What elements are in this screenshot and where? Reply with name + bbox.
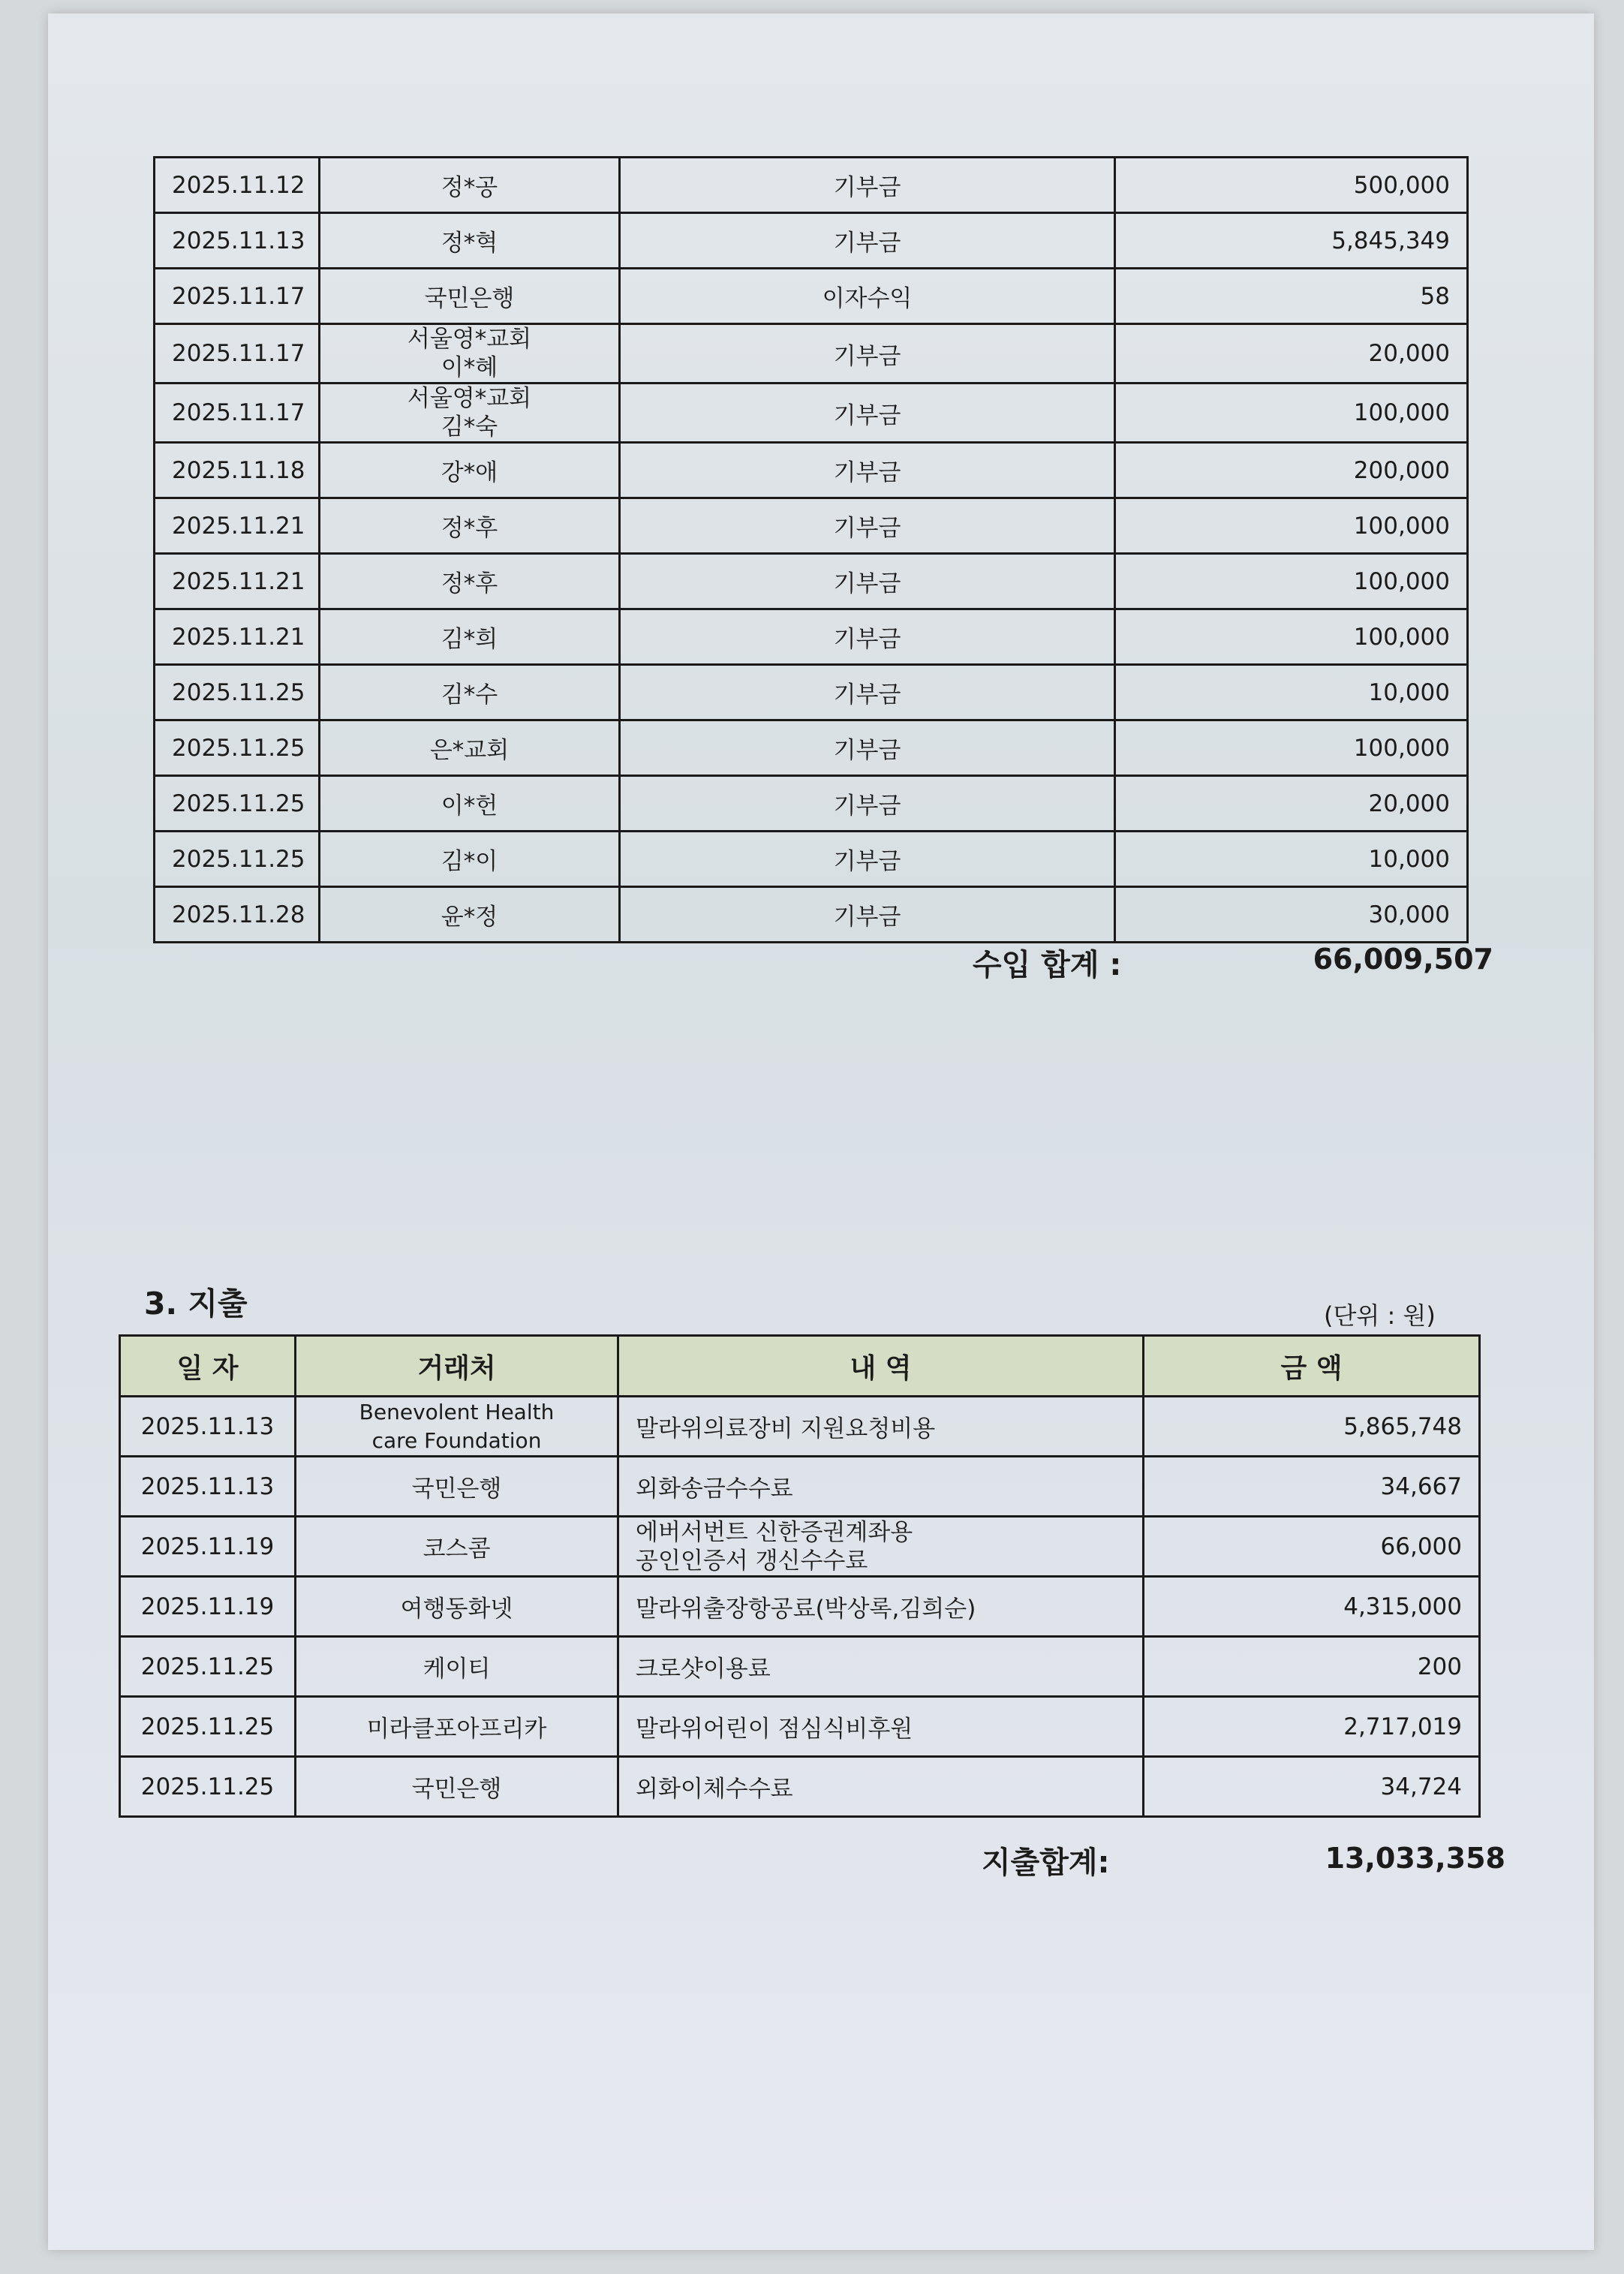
income-party: 국민은행 bbox=[320, 269, 620, 324]
income-amount: 500,000 bbox=[1115, 158, 1468, 213]
expense-party bbox=[296, 1397, 618, 1457]
expense-desc-line1: 에버서번트 신한증권계좌용 bbox=[636, 1518, 913, 1546]
expense-party-line2: care Foundation bbox=[371, 1427, 542, 1453]
income-party-line1: 서울영*교회 bbox=[407, 326, 532, 353]
income-desc: 기부금 bbox=[620, 887, 1115, 943]
income-desc: 기부금 bbox=[620, 665, 1115, 720]
income-amount: 5,845,349 bbox=[1115, 213, 1468, 269]
expense-amount: 200 bbox=[1144, 1637, 1480, 1697]
income-party-line2: 이*혜 bbox=[441, 354, 498, 381]
table-row bbox=[120, 1697, 1480, 1757]
table-row bbox=[120, 1457, 1480, 1517]
expense-amount: 4,315,000 bbox=[1144, 1577, 1480, 1637]
table-row bbox=[120, 1637, 1480, 1697]
income-amount: 58 bbox=[1115, 269, 1468, 324]
income-amount: 100,000 bbox=[1115, 720, 1468, 776]
header-date: 일 자 bbox=[120, 1336, 296, 1397]
table-row bbox=[155, 269, 1468, 324]
income-desc: 기부금 bbox=[620, 554, 1115, 609]
income-amount: 20,000 bbox=[1115, 324, 1468, 384]
income-party: 강*애 bbox=[320, 443, 620, 498]
income-party: 은*교회 bbox=[320, 720, 620, 776]
expense-desc bbox=[618, 1517, 1144, 1577]
income-date: 2025.11.25 bbox=[155, 665, 320, 720]
table-row bbox=[155, 832, 1468, 887]
income-date: 2025.11.13 bbox=[155, 213, 320, 269]
unit-label: (단위 : 원) bbox=[1324, 1301, 1436, 1330]
header-party: 거래처 bbox=[296, 1336, 618, 1397]
document-page bbox=[48, 14, 1594, 2250]
income-desc: 기부금 bbox=[620, 384, 1115, 443]
income-desc: 기부금 bbox=[620, 776, 1115, 832]
income-date: 2025.11.25 bbox=[155, 720, 320, 776]
expense-party: 코스콤 bbox=[296, 1517, 618, 1577]
section-title-expense: 3. 지출 bbox=[144, 1286, 248, 1322]
income-desc: 기부금 bbox=[620, 720, 1115, 776]
expense-date: 2025.11.25 bbox=[120, 1697, 296, 1757]
income-date: 2025.11.17 bbox=[155, 269, 320, 324]
expense-date: 2025.11.13 bbox=[120, 1457, 296, 1517]
income-date: 2025.11.25 bbox=[155, 776, 320, 832]
table-row bbox=[155, 887, 1468, 943]
table-row bbox=[155, 498, 1468, 554]
table-row bbox=[155, 324, 1468, 384]
table-row bbox=[155, 554, 1468, 609]
income-amount: 20,000 bbox=[1115, 776, 1468, 832]
expense-table bbox=[119, 1334, 1481, 1818]
expense-amount: 66,000 bbox=[1144, 1517, 1480, 1577]
expense-desc: 말라위출장항공료(박상록,김희순) bbox=[618, 1577, 1144, 1637]
expense-party-line1: Benevolent Health bbox=[359, 1399, 555, 1424]
expense-date: 2025.11.25 bbox=[120, 1757, 296, 1817]
income-date: 2025.11.21 bbox=[155, 554, 320, 609]
income-amount: 10,000 bbox=[1115, 665, 1468, 720]
expense-party: 미라클포아프리카 bbox=[296, 1697, 618, 1757]
expense-total-label: 지출합계: bbox=[982, 1845, 1110, 1880]
expense-amount: 5,865,748 bbox=[1144, 1397, 1480, 1457]
table-row bbox=[155, 443, 1468, 498]
income-amount: 30,000 bbox=[1115, 887, 1468, 943]
income-amount: 100,000 bbox=[1115, 384, 1468, 443]
income-party-line1: 서울영*교회 bbox=[407, 385, 532, 412]
income-party bbox=[320, 324, 620, 384]
income-desc: 기부금 bbox=[620, 324, 1115, 384]
table-header-row bbox=[120, 1336, 1480, 1397]
table-row bbox=[120, 1517, 1480, 1577]
income-amount: 200,000 bbox=[1115, 443, 1468, 498]
income-desc: 기부금 bbox=[620, 443, 1115, 498]
expense-party: 국민은행 bbox=[296, 1457, 618, 1517]
income-party: 김*이 bbox=[320, 832, 620, 887]
expense-amount: 34,667 bbox=[1144, 1457, 1480, 1517]
income-date: 2025.11.21 bbox=[155, 498, 320, 554]
income-date: 2025.11.17 bbox=[155, 384, 320, 443]
income-desc: 기부금 bbox=[620, 832, 1115, 887]
expense-date: 2025.11.25 bbox=[120, 1637, 296, 1697]
income-party: 정*혁 bbox=[320, 213, 620, 269]
income-party-line2: 김*숙 bbox=[441, 414, 498, 441]
table-row bbox=[120, 1397, 1480, 1457]
table-row bbox=[155, 720, 1468, 776]
table-row bbox=[120, 1757, 1480, 1817]
income-total-value: 66,009,507 bbox=[1313, 943, 1493, 976]
income-date: 2025.11.12 bbox=[155, 158, 320, 213]
expense-desc: 외화송금수수료 bbox=[618, 1457, 1144, 1517]
income-desc: 기부금 bbox=[620, 498, 1115, 554]
income-party: 정*후 bbox=[320, 554, 620, 609]
expense-desc: 외화이체수수료 bbox=[618, 1757, 1144, 1817]
income-party: 김*수 bbox=[320, 665, 620, 720]
income-party: 정*공 bbox=[320, 158, 620, 213]
income-desc: 기부금 bbox=[620, 213, 1115, 269]
table-row bbox=[155, 776, 1468, 832]
table-row bbox=[155, 609, 1468, 665]
expense-desc: 크로샷이용료 bbox=[618, 1637, 1144, 1697]
income-total-label: 수입 합계 : bbox=[973, 948, 1122, 982]
income-amount: 100,000 bbox=[1115, 609, 1468, 665]
income-amount: 10,000 bbox=[1115, 832, 1468, 887]
table-row bbox=[155, 158, 1468, 213]
income-table bbox=[153, 156, 1469, 943]
income-desc: 이자수익 bbox=[620, 269, 1115, 324]
expense-desc: 말라위의료장비 지원요청비용 bbox=[618, 1397, 1144, 1457]
income-desc: 기부금 bbox=[620, 609, 1115, 665]
income-date: 2025.11.18 bbox=[155, 443, 320, 498]
income-amount: 100,000 bbox=[1115, 498, 1468, 554]
expense-desc: 말라위어린이 점심식비후원 bbox=[618, 1697, 1144, 1757]
income-party: 정*후 bbox=[320, 498, 620, 554]
header-desc: 내 역 bbox=[618, 1336, 1144, 1397]
table-row bbox=[155, 213, 1468, 269]
income-amount: 100,000 bbox=[1115, 554, 1468, 609]
expense-amount: 2,717,019 bbox=[1144, 1697, 1480, 1757]
table-row bbox=[155, 665, 1468, 720]
income-party: 이*헌 bbox=[320, 776, 620, 832]
income-date: 2025.11.21 bbox=[155, 609, 320, 665]
expense-date: 2025.11.19 bbox=[120, 1577, 296, 1637]
income-date: 2025.11.17 bbox=[155, 324, 320, 384]
expense-amount: 34,724 bbox=[1144, 1757, 1480, 1817]
expense-party: 케이티 bbox=[296, 1637, 618, 1697]
expense-date: 2025.11.13 bbox=[120, 1397, 296, 1457]
table-row bbox=[120, 1577, 1480, 1637]
expense-party: 국민은행 bbox=[296, 1757, 618, 1817]
income-date: 2025.11.28 bbox=[155, 887, 320, 943]
income-date: 2025.11.25 bbox=[155, 832, 320, 887]
income-party: 김*희 bbox=[320, 609, 620, 665]
expense-desc-line2: 공인인증서 갱신수수료 bbox=[636, 1547, 868, 1575]
expense-total-value: 13,033,358 bbox=[1325, 1842, 1505, 1875]
income-party bbox=[320, 384, 620, 443]
expense-party: 여행동화넷 bbox=[296, 1577, 618, 1637]
income-party: 윤*정 bbox=[320, 887, 620, 943]
header-amount: 금 액 bbox=[1144, 1336, 1480, 1397]
table-row bbox=[155, 384, 1468, 443]
expense-date: 2025.11.19 bbox=[120, 1517, 296, 1577]
income-desc: 기부금 bbox=[620, 158, 1115, 213]
